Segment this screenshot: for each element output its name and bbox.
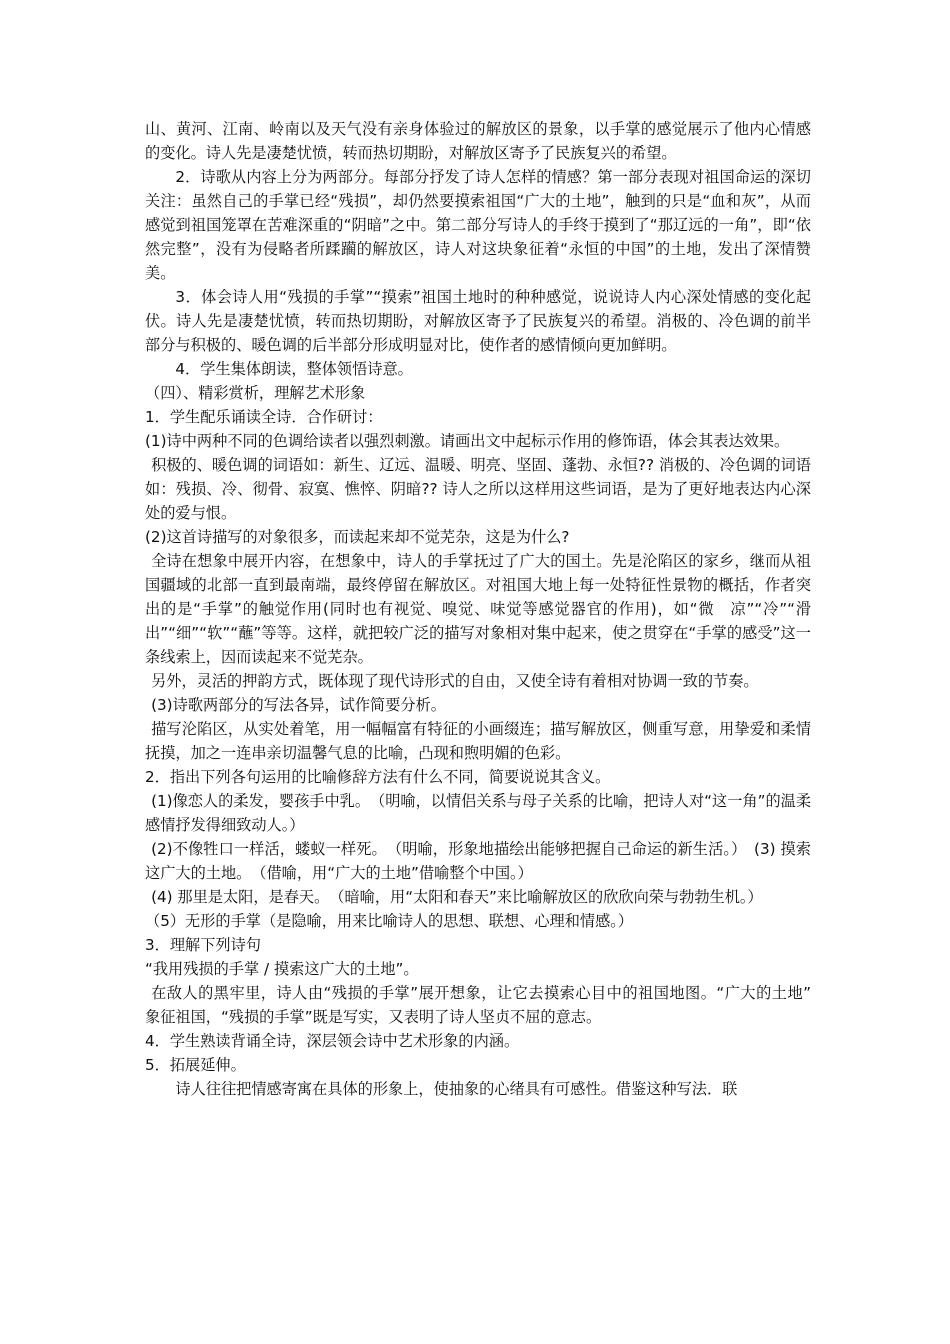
answer-3: 描写沦陷区，从实处着笔，用一幅幅富有特征的小画缀连；描写解放区，侧重写意，用挚爱和柔情抚摸，加之一连串亲切温馨气息的比喻，凸现和煦明媚的色彩。 — [145, 720, 811, 762]
paragraph-intro-continuation: 山、黄河、江南、岭南以及天气没有亲身体验过的解放区的景象，以手掌的感觉展示了他内心情感的变化。诗人先是凄楚忧愤，转而热切期盼，对解放区寄予了民族复兴的希望。 — [145, 120, 811, 162]
paragraph-item-2: 2．诗歌从内容上分为两部分。每部分抒发了诗人怎样的情感？第一部分表现对祖国命运的深切关注：虽然自己的手掌已经“残损”，却仍然要摸索祖国“广大的土地”，触到的只是“血和灰”，从而感觉到祖国笼罩在苦难深重的“阴暗”之中。第二部分写诗人的手终于摸到了“那辽远的一角”，即“依然完整”，没有为侵略者所蹂躏的解放区，诗人对这块象征着“永恒的中国”的土地，发出了深情赞美。 — [145, 168, 811, 282]
section-heading-4: （四）、精彩赏析，理解艺术形象 — [145, 384, 366, 402]
question-3: (3)诗歌两部分的写法各异，试作简要分析。 — [151, 696, 446, 714]
document-page — [145, 117, 827, 1101]
paragraph-item-4: 4．学生集体朗读，整体领悟诗意。 — [175, 360, 413, 378]
question-2: (2)这首诗描写的对象很多，而读起来却不觉芜杂，这是为什么? — [145, 528, 570, 546]
paragraph-extension: 诗人往往把情感寄寓在具体的形象上，使抽象的心绪具有可感性。借鉴这种写法．联 — [175, 1080, 738, 1098]
question-1: (1)诗中两种不同的色调给读者以强烈刺激。请画出文中起标示作用的修饰语，体会其表达效果。 — [145, 432, 790, 450]
paragraph-item-3: 3．体会诗人用“残损的手掌”“摸索”祖国土地时的种种感觉，说说诗人内心深处情感的变化起伏。诗人先是凄楚忧愤，转而热切期盼，对解放区寄予了民族复兴的希望。消极的、冷色调的前半部分与积极的、暖色调的后半部分形成明显对比，使作者的感情倾向更加鲜明。 — [145, 288, 811, 354]
metaphor-item-5: （5）无形的手掌（是隐喻，用来比喻诗人的思想、联想、心理和情感。） — [145, 912, 634, 930]
answer-1: 积极的、暖色调的词语如：新生、辽远、温暖、明亮、坚固、蓬勃、永恒?? 消极的、冷色调的词语如：残损、冷、彻骨、寂寞、憔悴、阴暗?? 诗人之所以这样用这些词语，是为了更好地表达内心深处的爱与恨。 — [145, 456, 811, 522]
paragraph-step-3: 3．理解下列诗句 — [145, 936, 261, 954]
poem-line-explanation: 在敌人的黑牢里，诗人由“残损的手掌”展开想象，让它去摸索心目中的祖国地图。“广大的土地” 象征祖国，“残损的手掌”既是写实，又表明了诗人坚贞不屈的意志。 — [145, 984, 827, 1026]
paragraph-step-4: 4．学生熟读背诵全诗，深层领会诗中艺术形象的内涵。 — [145, 1032, 520, 1050]
poem-line-quote: “我用残损的手掌 / 摸索这广大的土地”。 — [145, 960, 419, 978]
answer-2-extra: 另外，灵活的押韵方式，既体现了现代诗形式的自由，又使全诗有着相对协调一致的节奏。 — [151, 672, 759, 690]
metaphor-item-2-3: (2)不像牲口一样活，蝼蚁一样死。 （明喻，形象地描绘出能够把握自己命运的新生活。） (3) 摸索这广大的土地。 （借喻，用“广大的土地”借喻整个中国。） — [145, 840, 811, 882]
answer-2: 全诗在想象中展开内容，在想象中，诗人的手掌抚过了广大的国土。先是沦陷区的家乡，继而从祖国疆域的北部一直到最南端，最终停留在解放区。对祖国大地上每一处特征性景物的概括，作者突出的是“手掌”的触觉作用(同时也有视觉、嗅觉、味觉等感觉器官的作用)，如“微 凉”“冷”“滑出”“细”“软”“蘸”等等。这样，就把较广泛的描写对象相对集中起来，使之贯穿在“手掌的感受”这一条线索上，因而读起来不觉芜杂。 — [145, 552, 811, 666]
paragraph-step-2: 2．指出下列各句运用的比喻修辞方法有什么不同，简要说说其含义。 — [145, 768, 611, 786]
metaphor-item-1: (1)像恋人的柔发，婴孩手中乳。 （明喻，以情侣关系与母子关系的比喻，把诗人对“这一角”的温柔感情抒发得细致动人。） — [145, 792, 812, 834]
metaphor-item-4: (4) 那里是太阳，是春天。 （暗喻，用“太阳和春天”来比喻解放区的欣欣向荣与勃勃生机。） — [151, 888, 763, 906]
paragraph-step-1: 1．学生配乐诵读全诗．合作研讨： — [145, 408, 383, 426]
paragraph-step-5: 5．拓展延伸。 — [145, 1056, 246, 1074]
